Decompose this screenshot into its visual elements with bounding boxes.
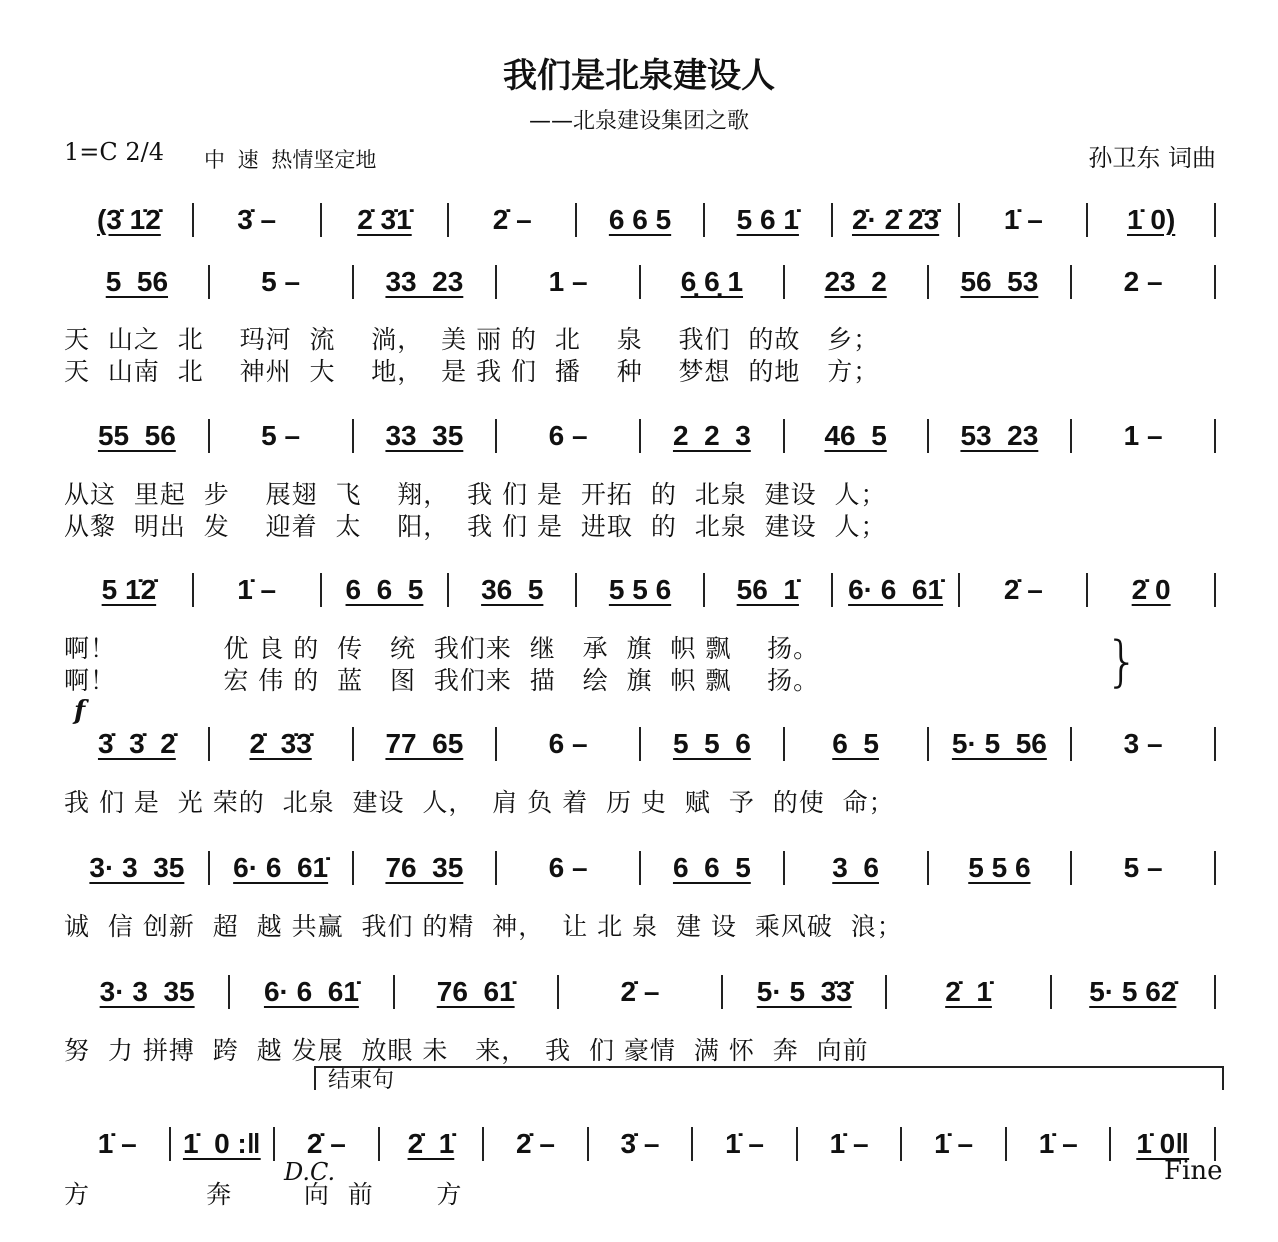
notation-line — [66, 570, 1216, 610]
fine-mark: Fine — [1164, 1156, 1223, 1186]
measure: 3· 3 35 — [66, 975, 230, 1009]
measure: 5 – — [1072, 851, 1216, 885]
lyric-line: 努 力 拼搏 跨 越 发展 放眼 未 来， 我 们 豪情 满 怀 奔 向前 — [64, 1036, 869, 1065]
measure: 1̇ – — [194, 573, 322, 607]
measure: 3 6 — [785, 851, 929, 885]
lyric-line: 诚 信 创新 超 越 共赢 我们 的精 神， 让 北 泉 建 设 乘风破 浪； — [64, 912, 903, 941]
measure: 55 56 — [66, 419, 210, 453]
measure: 23 2 — [785, 265, 929, 299]
measure: 53 23 — [929, 419, 1073, 453]
measure: 76 61̇ — [395, 975, 559, 1009]
dynamic-forte: f — [74, 696, 86, 726]
measure: 2 2 3 — [641, 419, 785, 453]
measure: 33 23 — [354, 265, 498, 299]
measure: 36 5 — [449, 573, 577, 607]
measure: 3̇ – — [194, 203, 322, 237]
measure: 6 6 5 — [641, 851, 785, 885]
measure: 5 5 6 — [577, 573, 705, 607]
measure: 77 65 — [354, 727, 498, 761]
measure: 2̇ – — [449, 203, 577, 237]
measure: 1̇ – — [798, 1127, 903, 1161]
measure: 1̇ – — [902, 1127, 1007, 1161]
lyric-line: 天 山南 北 神州 大 地， 是 我 们 播 种 梦想 的地 方； — [64, 357, 880, 386]
measure: 6· 6 61̇ — [230, 975, 394, 1009]
lyric-line: 方 奔 向 前 方 — [64, 1180, 463, 1209]
tempo-marking: 中 速 热情坚定地 — [204, 148, 377, 172]
song-title: 我们是北泉建设人 — [503, 56, 775, 96]
measure: 2 – — [1072, 265, 1216, 299]
measure: 2̇· 2̇ 2̇3̇ — [833, 203, 961, 237]
lyric-line: 天 山之 北 玛河 流 淌， 美 丽 的 北 泉 我们 的故 乡； — [64, 325, 880, 354]
measure: 56 53 — [929, 265, 1073, 299]
notation-line — [66, 848, 1216, 888]
notation-line — [66, 972, 1216, 1012]
lyric-line: 我 们 是 光 荣的 北泉 建设 人， 肩 负 着 历 史 赋 予 的使 命； — [64, 788, 895, 817]
measure: 2̇ – — [484, 1127, 589, 1161]
measure: 6 – — [497, 851, 641, 885]
measure: 3̇ 3̇ 2̇ — [66, 727, 210, 761]
measure: 6· 6 61̇ — [210, 851, 354, 885]
measure: 5 56 — [66, 265, 210, 299]
measure: 76 35 — [354, 851, 498, 885]
measure: 5 6 1̇ — [705, 203, 833, 237]
measure: 1 – — [497, 265, 641, 299]
notation-line — [66, 724, 1216, 764]
lyric-line: 从黎 明出 发 迎着 太 阳， 我 们 是 进取 的 北泉 建设 人； — [64, 512, 887, 541]
measure: 5 – — [210, 419, 354, 453]
measure: 2̇ – — [960, 573, 1088, 607]
measure: 5 – — [210, 265, 354, 299]
measure: 2̇ 1̇ — [887, 975, 1051, 1009]
song-subtitle: ——北泉建设集团之歌 — [528, 109, 749, 134]
measure: 6 5 — [785, 727, 929, 761]
composer-credit: 孙卫东 词曲 — [1088, 144, 1216, 172]
measure: 5 1̇2̇ — [66, 573, 194, 607]
measure: 1̇ 0 :‖ — [171, 1127, 276, 1161]
measure: 2̇ 1̇ — [380, 1127, 485, 1161]
measure: 5 5 6 — [929, 851, 1073, 885]
verse-brace: } — [1105, 630, 1140, 693]
measure: 1̇ – — [693, 1127, 798, 1161]
measure: 3· 3 35 — [66, 851, 210, 885]
lyric-line: 从这 里起 步 展翅 飞 翔， 我 们 是 开拓 的 北泉 建设 人； — [64, 480, 887, 509]
measure: 33 35 — [354, 419, 498, 453]
measure: 2̇ 3̇1̇ — [322, 203, 450, 237]
notation-line — [66, 416, 1216, 456]
measure: 1̇ – — [1007, 1127, 1112, 1161]
notation-line — [66, 1124, 1216, 1164]
measure: 6· 6 61̇ — [833, 573, 961, 607]
notation-line — [66, 262, 1216, 302]
measure: 5· 5 3̇3̇ — [723, 975, 887, 1009]
measure: 1̇ 0) — [1088, 203, 1216, 237]
measure: 1̇ 0‖ — [1111, 1127, 1216, 1161]
lyric-line: 啊！ 宏 伟 的 蓝 图 我们来 描 绘 旗 帜 飘 扬。 — [64, 666, 820, 695]
measure: 6 – — [497, 727, 641, 761]
lyric-line: 啊！ 优 良 的 传 统 我们来 继 承 旗 帜 飘 扬。 — [64, 634, 820, 663]
measure: 3 – — [1072, 727, 1216, 761]
measure: 2̇ – — [275, 1127, 380, 1161]
measure: 46 5 — [785, 419, 929, 453]
measure: 56 1̇ — [705, 573, 833, 607]
measure: (3̇ 1̇2̇ — [66, 203, 194, 237]
measure: 5· 5 62̇ — [1052, 975, 1216, 1009]
measure: 2̇ – — [559, 975, 723, 1009]
measure: 1 – — [1072, 419, 1216, 453]
measure: 6̣ 6̣ 1 — [641, 265, 785, 299]
measure: 1̇ – — [960, 203, 1088, 237]
measure: 3̇ – — [589, 1127, 694, 1161]
measure: 6 6 5 — [322, 573, 450, 607]
ending-bracket: 结束句 — [314, 1066, 1224, 1090]
measure: 5· 5 56 — [929, 727, 1073, 761]
measure: 5 5 6 — [641, 727, 785, 761]
measure: 6 – — [497, 419, 641, 453]
notation-line — [66, 200, 1216, 240]
da-capo-mark: D.C. — [284, 1158, 336, 1186]
measure: 1̇ – — [66, 1127, 171, 1161]
key-signature: 1=C 2/4 — [64, 138, 164, 166]
measure: 2̇ 0 — [1088, 573, 1216, 607]
measure: 6 6 5 — [577, 203, 705, 237]
measure: 2̇ 3̇3̇ — [210, 727, 354, 761]
